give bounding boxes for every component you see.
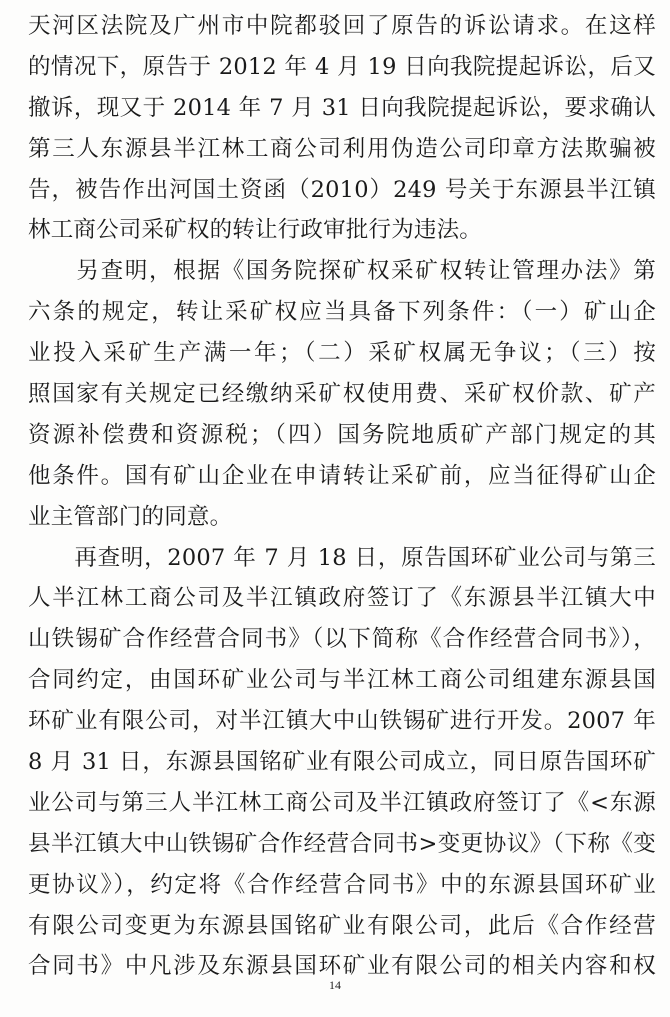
text-line: 合同约定，由国环矿业公司与半江林工商公司组建东源县国 [28,667,656,694]
text-line: 业投入采矿生产满一年；（二）采矿权属无争议；（三）按 [28,340,656,367]
text-line: 林工商公司采矿权的转让行政审批行为违法。 [28,217,483,244]
text-line: 告，被告作出河国土资函（2010）249 号关于东源县半江镇 [28,176,656,203]
text-line: 8 月 31 日，东源县国铭矿业有限公司成立，同日原告国环矿 [28,749,656,776]
text-line: 山铁锡矿合作经营合同书》（以下简称《合作经营合同书》）， [28,626,656,653]
body-text [28,6,656,987]
text-line: 合同书》中凡涉及东源县国环矿业有限公司的相关内容和权 [28,953,656,980]
text-line: 六条的规定，转让采矿权应当具备下列条件：（一）矿山企 [28,299,656,326]
text-line: 他条件。国有矿山企业在申请转让采矿前，应当征得矿山企 [28,462,656,489]
text-line: 有限公司变更为东源县国铭矿业有限公司，此后《合作经营 [28,912,656,939]
text-line: 资源补偿费和资源税；（四）国务院地质矿产部门规定的其 [28,421,656,448]
text-line: 环矿业有限公司，对半江镇大中山铁锡矿进行开发。2007 年 [28,708,656,735]
page-number: 14 [329,978,341,992]
text-line: 再查明，2007 年 7 月 18 日，原告国环矿业公司与第三 [28,544,656,571]
text-line: 撤诉，现又于 2014 年 7 月 31 日向我院提起诉讼，要求确认 [28,94,656,121]
text-line: 更协议》），约定将《合作经营合同书》中的东源县国环矿业 [28,871,656,898]
text-line: 另查明，根据《国务院探矿权采矿权转让管理办法》第 [28,258,656,285]
text-line: 第三人东源县半江林工商公司利用伪造公司印章方法欺骗被 [28,135,656,162]
text-line: 天河区法院及广州市中院都驳回了原告的诉讼请求。在这样 [28,13,656,39]
text-line: 县半江镇大中山铁锡矿合作经营合同书>变更协议》（下称《变 [28,830,656,857]
text-line: 照国家有关规定已经缴纳采矿权使用费、采矿权价款、矿产 [28,381,656,408]
text-line: 的情况下，原告于 2012 年 4 月 19 日向我院提起诉讼，后又 [28,53,656,80]
text-line: 人半江林工商公司及半江镇政府签订了《东源县半江镇大中 [28,585,656,612]
text-line: 业主管部门的同意。 [28,503,233,530]
text-line: 业公司与第三人半江林工商公司及半江镇政府签订了《<东源 [28,789,656,816]
